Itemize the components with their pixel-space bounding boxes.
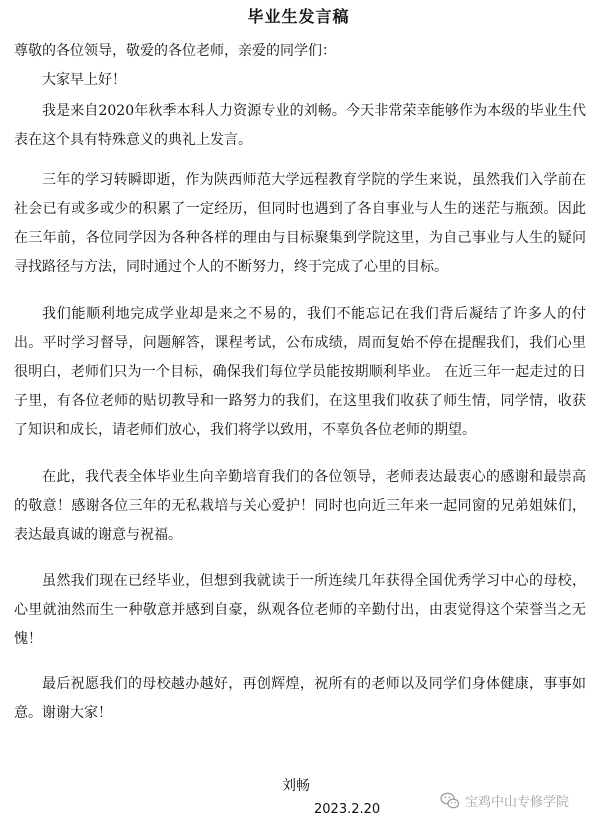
document-date: 2023.2.20 bbox=[314, 802, 381, 817]
document-title: 毕业生发言稿 bbox=[247, 7, 350, 26]
salutation: 尊敬的各位领导，敬爱的各位老师，亲爱的同学们： bbox=[14, 43, 336, 59]
paragraph-introduction: 我是来自2020年秋季本科人力资源专业的刘畅。今天非常荣幸能够作为本级的毕业生代表在这个具有特殊意义的典礼上发言。 bbox=[14, 103, 586, 148]
paragraph-closing: 最后祝愿我们的母校越办越好，再创辉煌，祝所有的老师以及同学们身体健康，事事如意。谢谢大家！ bbox=[14, 676, 586, 721]
wechat-icon bbox=[440, 792, 460, 810]
author-signature: 刘畅 bbox=[282, 778, 310, 794]
paragraph-greeting: 大家早上好！ bbox=[42, 72, 126, 88]
watermark bbox=[440, 791, 569, 810]
paragraph-study-years: 三年的学习转瞬即逝，作为陕西师范大学远程教育学院的学生来说，虽然我们入学前在社会已有或多或少的积累了一定经历，但同时也遇到了各自事业与人生的迷茫与瓶颈。因此在三年前，各位同学因为各种各样的理由与目标聚集到学院这里，为自己事业与人生的疑问寻找路径与方法，同时通过个人的不断努力，终于完成了心里的目标。 bbox=[14, 172, 586, 275]
paragraph-thanks: 在此，我代表全体毕业生向辛勤培育我们的各位领导，老师表达最衷心的感谢和最崇高的敬意！感谢各位三年的无私栽培与关心爱护！同时也向近三年来一起同窗的兄弟姐妹们，表达最真诚的谢意与祝福。 bbox=[14, 469, 586, 543]
watermark-text: 宝鸡中山专修学院 bbox=[465, 795, 570, 810]
paragraph-pride: 虽然我们现在已经毕业，但想到我就读于一所连续几年获得全国优秀学习中心的母校，心里就油然而生一种敬意并感到自豪，纵观各位老师的辛勤付出，由衷觉得这个荣誉当之无愧！ bbox=[14, 573, 586, 647]
paragraph-gratitude-teachers: 我们能顺利地完成学业却是来之不易的，我们不能忘记在我们背后凝结了许多人的付出。平时学习督导，问题解答，课程考试，公布成绩，周而复始不停在提醒我们，我们心里很明白，老师们只为一个目标，确保我们每位学员能按期顺利毕业。 在近三年一起走过的日子里，有各位老师的贴切教导和一路努力的我们，在这里我们收获了师生情，同学情，收获了知识和成长，请老师们放心，我们将学以致用，不辜负各位老师的期望。 bbox=[14, 306, 586, 438]
